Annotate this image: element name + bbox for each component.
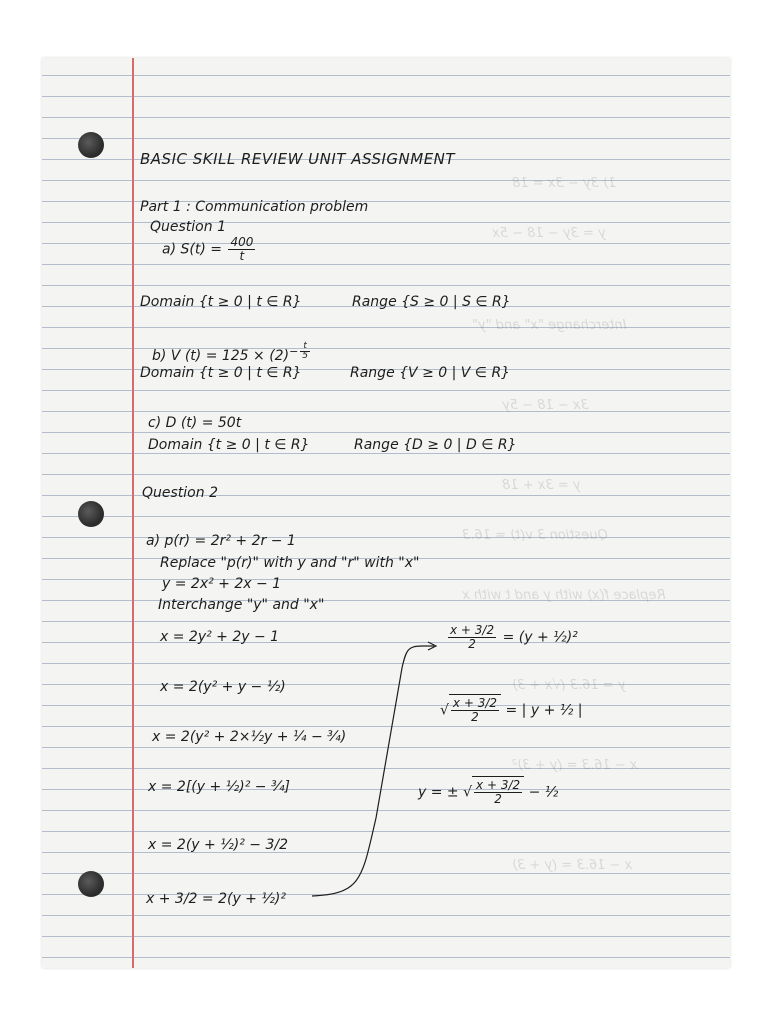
question-1-label: Question 1 — [150, 219, 226, 235]
q1a-lhs: a) S(t) = — [162, 241, 222, 258]
q1b-equation: b) V $(t) = 125 \times (2)^{- \frac{t}{5}}$ — [152, 341, 309, 365]
bleed-through: 1) 3y − 3x = 18 — [512, 176, 617, 191]
q1c-range: Range {D ≥ 0 | D ∈ R} — [354, 437, 517, 453]
q1b-exp-den: 5 — [302, 351, 309, 361]
bleed-through: x − 16.3 = (y + 3) — [512, 858, 633, 873]
q2a-step-2: x = 2(y² + y − ½) — [160, 679, 286, 695]
q2a-right-step-2-rhs: = | y + ½ | — [505, 702, 583, 719]
q1a-range: Range {S ≥ 0 | S ∈ R} — [352, 294, 511, 310]
q2a-step-1: x = 2y² + 2y − 1 — [160, 629, 280, 645]
q2a-right-frac-den: 2 — [468, 637, 476, 651]
q2a-right-step-2: √ $\frac{x + 3/2}{2}$ = | y + ½ | — [440, 696, 583, 724]
q1a-domain: Domain {t ≥ 0 | t ∈ R} — [140, 294, 302, 310]
q2a-right-frac-num: x + 3/2 — [450, 623, 495, 637]
q2a-step-4: x = 2[(y + ½)² − ¾] — [148, 779, 290, 795]
part-heading: Part 1 : Communication problem — [140, 199, 369, 215]
bleed-through: x − 16.3 = (y + 3)² — [512, 758, 638, 773]
q2a-right-sqrt-den: 2 — [471, 710, 479, 724]
q2a-right-final-den: 2 — [494, 792, 502, 806]
q2a-right-step-3: y = ± √ $\frac{x + 3/2}{2}$ − ½ — [418, 778, 559, 806]
assignment-title: BASIC SKILL REVIEW UNIT ASSIGNMENT — [140, 150, 456, 168]
q2a-right-step-1-rhs: = (y + ½)² — [502, 629, 578, 646]
question-2-label: Question 2 — [142, 485, 218, 501]
q1c-equation: c) D (t) = 50t — [148, 415, 242, 431]
q2a-y-equation: y = 2x² + 2x − 1 — [162, 576, 282, 592]
q2a-replace-note: Replace "p(r)" with y and "r" with "x" — [160, 555, 420, 571]
q2a-step-5: x = 2(y + ½)² − 3/2 — [148, 837, 289, 853]
q2a-equation: a) p(r) = 2r² + 2r − 1 — [146, 533, 296, 549]
bleed-through: Replace f(x) with y and t with x — [462, 588, 666, 603]
q2a-right-step-3-suffix: − ½ — [528, 784, 559, 801]
q1c-domain: Domain {t ≥ 0 | t ∈ R} — [148, 437, 310, 453]
q1b-domain: Domain {t ≥ 0 | t ∈ R} — [140, 365, 302, 381]
bleed-through: 3x − 18 − 5y — [502, 398, 589, 413]
notebook-page — [42, 58, 730, 968]
bleed-through: y = 3y − 18 − 5x — [492, 226, 606, 241]
q1b-range: Range {V ≥ 0 | V ∈ R} — [350, 365, 511, 381]
bleed-through: Question 3 v(t) = 16.3 — [462, 528, 608, 543]
q1a-denominator: t — [239, 249, 245, 263]
q1b-exp-num: t — [300, 342, 310, 352]
q1b-lhs: b) V (t) = 125 × (2) — [152, 348, 290, 365]
q2a-right-final-num: x + 3/2 — [476, 778, 521, 792]
bleed-through: y = 16.3 (√x + 3) — [512, 678, 626, 693]
q2a-right-step-3-prefix: y = ± — [418, 784, 459, 801]
connector-arrow — [42, 58, 730, 968]
q2a-step-3: x = 2(y² + 2×½y + ¼ − ¾) — [152, 729, 347, 745]
q2a-step-6: x + 3/2 = 2(y + ½)² — [146, 891, 287, 907]
q2a-interchange-note: Interchange "y" and "x" — [158, 597, 325, 613]
q2a-right-sqrt-num: x + 3/2 — [452, 696, 498, 710]
q1a-numerator: 400 — [230, 235, 254, 249]
bleed-through: Interchange "x" and "y" — [472, 318, 627, 333]
bleed-through: y = 3x + 18 — [502, 478, 581, 493]
